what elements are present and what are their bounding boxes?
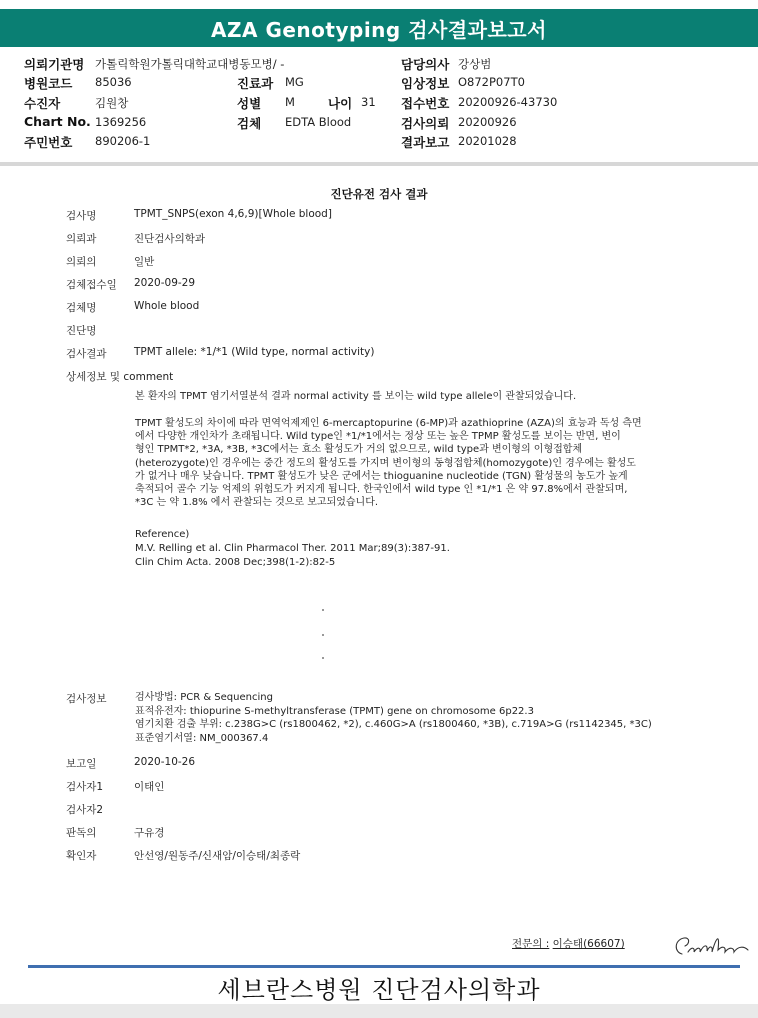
report-date-value: 20201028 xyxy=(458,134,517,148)
hospital-code-value: 85036 xyxy=(95,75,132,89)
hospital-name: 세브란스병원 진단검사의학과 xyxy=(217,976,541,1004)
chart-no-value: 1369256 xyxy=(95,115,147,129)
report-title-bar xyxy=(0,9,758,47)
comment-summary xyxy=(135,390,691,403)
test-info-line: 검사방법: PCR & Sequencing xyxy=(135,692,273,703)
comment-line: TPMT 활성도의 차이에 따라 면역억제제인 6-mercaptopurine (6-MP)과 azathioprine (AZA)의 효능과 독성 측면 xyxy=(135,418,642,429)
clinical-info-value: O872P07T0 xyxy=(458,75,525,89)
report-section-title: 진단유전 검사 결과 xyxy=(330,187,428,201)
institution-value: 가톨릭학원가톨릭대학교대병동모병/ - xyxy=(95,57,285,71)
specimen-name-label: 검체명 xyxy=(66,302,97,314)
comment-line: *3C 는 약 1.8% 에서 관찰되는 것으로 보고되었습니다. xyxy=(135,497,379,509)
report-date-field-label: 보고일 xyxy=(66,758,97,770)
document-title: AZA Genotyping 검사결과보고서 xyxy=(211,17,547,42)
comment-paragraph xyxy=(135,417,691,509)
handwritten-signature xyxy=(668,928,758,962)
specialist-name: 이승태(66607) xyxy=(552,938,625,950)
receipt-no-label: 접수번호 xyxy=(401,96,450,111)
test-info-line: 표적유전자: thiopurine S-methyltransferase (TPMT) gene on chromosome 6p22.3 xyxy=(135,705,534,717)
specialist-line xyxy=(512,936,625,951)
patient-info-header xyxy=(0,52,758,156)
test-info-line: 표준염기서열: NM_000367.4 xyxy=(135,732,269,744)
confirmer-value: 안선영/원동주/신새암/이승태/최종락 xyxy=(134,850,301,862)
test-result-label: 검사결과 xyxy=(66,348,107,360)
tester1-label: 검사자1 xyxy=(66,781,104,793)
comment-line: 축적되어 골수 기능 억제의 위험도가 커지게 됩니다. 한국인에서 wild type 인 *1/*1 은 약 97.8%에서 관찰되며, xyxy=(135,484,628,496)
comment-line: (heterozygote)인 경우에는 중간 정도의 활성도를 가지며 변이형의 동형접합체(homozygote)인 경우에는 활성도 xyxy=(135,457,636,469)
specialist-label: 전문의 : xyxy=(512,938,550,950)
reference-line: M.V. Relling et al. Clin Pharmacol Ther. 2011 Mar;89(3):387-91. xyxy=(135,543,450,554)
specimen-value: EDTA Blood xyxy=(285,115,352,129)
test-info-label: 검사정보 xyxy=(66,693,107,705)
patient-label: 수진자 xyxy=(24,96,61,111)
test-name-label: 검사명 xyxy=(66,210,97,222)
footer-rule xyxy=(28,965,740,968)
genetic-test-report xyxy=(0,166,758,966)
id-number-label: 주민번호 xyxy=(24,135,73,150)
tester1-value: 이태인 xyxy=(134,781,165,793)
request-date-value: 20200926 xyxy=(458,115,517,129)
reference-line: Reference) xyxy=(135,529,190,540)
institution-label: 의뢰기관명 xyxy=(24,57,85,72)
test-info xyxy=(135,691,691,745)
reference-line: Clin Chim Acta. 2008 Dec;398(1-2):82-5 xyxy=(135,557,336,568)
requesting-dept-value: 진단검사의학과 xyxy=(134,233,206,245)
bottom-strip xyxy=(0,1004,758,1018)
sex-value: M xyxy=(285,95,295,109)
diagnosis-label: 진단명 xyxy=(66,325,97,337)
chart-no-label: Chart No. xyxy=(24,114,91,129)
test-info-line: 염기치환 검출 부위: c.238G>C (rs1800462, *2), c.460G>A (rs1800460, *3B), c.719A>G (rs1142345, *3C) xyxy=(135,719,652,730)
request-date-label: 검사의뢰 xyxy=(401,116,450,131)
comment-line: 본 환자의 TPMT 염기서열분석 결과 normal activity 를 보이는 wild type allele이 관찰되었습니다. xyxy=(135,391,577,402)
age-label: 나이 xyxy=(328,96,353,111)
specimen-receipt-label: 검체접수일 xyxy=(66,279,117,291)
doctor-label: 담당의사 xyxy=(401,57,450,72)
comment-line: 가 없거나 매우 낮습니다. TPMT 활성도가 낮은 군에서는 thioguanine nucleotide (TGN) 활성물의 농도가 높게 xyxy=(135,470,628,482)
requesting-doctor-value: 일반 xyxy=(134,256,155,268)
specimen-receipt-value: 2020-09-29 xyxy=(134,277,196,289)
interpreter-value: 구유경 xyxy=(134,827,165,839)
age-value: 31 xyxy=(361,95,376,109)
dept-label: 진료과 xyxy=(237,76,274,91)
dept-value: MG xyxy=(285,75,304,89)
specimen-name-value: Whole blood xyxy=(134,300,200,312)
requesting-doctor-label: 의뢰의 xyxy=(66,256,97,268)
clinical-info-label: 임상정보 xyxy=(401,76,450,91)
patient-value: 김원창 xyxy=(95,96,129,110)
test-result-value: TPMT allele: *1/*1 (Wild type, normal activity) xyxy=(134,346,375,358)
confirmer-label: 확인자 xyxy=(66,850,97,862)
report-date-label: 결과보고 xyxy=(401,135,450,150)
doctor-value: 강상범 xyxy=(458,57,492,71)
report-date-field-value: 2020-10-26 xyxy=(134,756,196,768)
requesting-dept-label: 의뢰과 xyxy=(66,233,97,245)
comment-line: 형인 TPMT*2, *3A, *3B, *3C에서는 효소 활성도가 거의 없으므로, wild type과 변이형의 이형접합체 xyxy=(135,444,583,456)
specimen-label: 검체 xyxy=(237,116,262,131)
comment-line: 에서 다양한 개인차가 초래됩니다. Wild type인 *1/*1에서는 정상 또는 높은 TPMP 활성도를 보이는 반면, 변이 xyxy=(135,431,621,443)
id-number-value: 890206-1 xyxy=(95,134,151,148)
tester2-label: 검사자2 xyxy=(66,804,104,816)
interpreter-label: 판독의 xyxy=(66,827,97,839)
references xyxy=(135,528,691,570)
receipt-no-value: 20200926-43730 xyxy=(458,95,558,109)
spacer-dot xyxy=(322,657,324,659)
detail-comment-label: 상세정보 및 comment xyxy=(66,371,174,383)
test-name-value: TPMT_SNPS(exon 4,6,9)[Whole blood] xyxy=(134,208,332,220)
spacer-dot xyxy=(322,609,324,611)
spacer-dot xyxy=(322,634,324,636)
hospital-code-label: 병원코드 xyxy=(24,76,73,91)
sex-label: 성별 xyxy=(237,96,262,111)
